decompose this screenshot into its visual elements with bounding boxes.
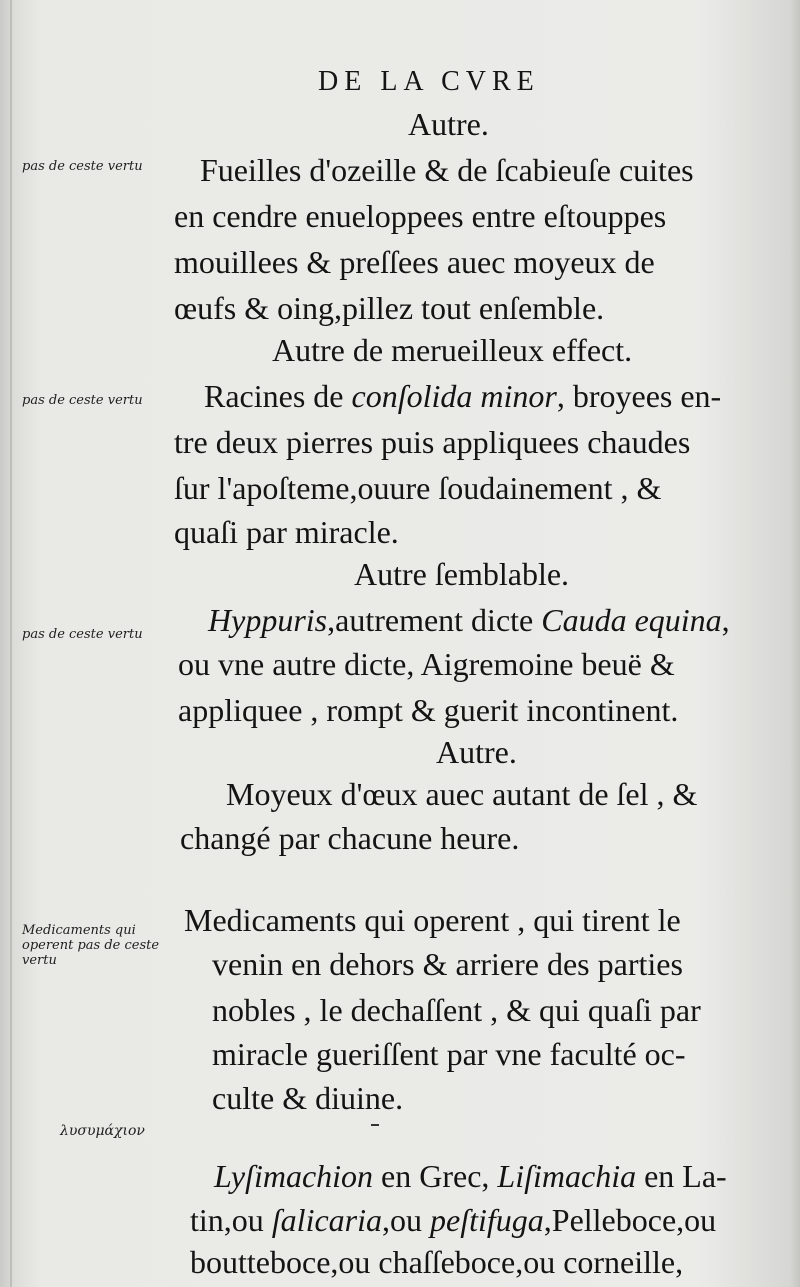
margin-note-3: pas de ceste vertu [22,627,143,642]
text-line-7-c: , broyees en- [556,378,722,414]
margin-note-4a: Medicaments qui [22,923,136,938]
text-line-25: boutteboce,ou chaſſeboce,ou corneille, [190,1244,684,1280]
text-line-12-a: Hyppuris [208,602,328,638]
text-line-13: ou vne autre dicte, Aigremoine beuë & [178,646,675,682]
text-line-21: miracle gueriſſent par vne faculté oc- [212,1036,686,1072]
heading-autre-2: Autre. [436,734,517,770]
text-line-12-b: ,autrement dicte [327,602,542,638]
text-line-10: quaſi par miracle. [174,514,399,550]
text-line-5: œufs & oing,pillez tout enſemble. [174,290,605,326]
text-line-7-b: conſolida minor [351,378,557,414]
text-line-24-a: tin,ou [190,1202,272,1238]
margin-note-1: pas de ceste vertu [22,159,143,174]
text-line-23-a: Lyſimachion [214,1158,374,1194]
text-line-19: venin en dehors & arriere des parties [212,946,683,982]
margin-note-4c: vertu [22,953,57,968]
text-line-2: Fueilles d'ozeille & de ſcabieuſe cuites [200,152,694,188]
text-line-7-a: Racines de [204,378,352,414]
margin-note-greek: λυσυμάχιον [60,1123,145,1139]
text-line-24-d: peſtifuga [430,1202,544,1238]
margin-note-4b: operent pas de ceste [22,938,160,953]
text-line-4: mouillees & preſſees auec moyeux de [174,244,655,280]
text-line-16: Moyeux d'œux auec autant de ſel , & [226,776,698,812]
text-line-22: culte & diuine. [212,1080,404,1116]
text-line-24-c: ,ou [382,1202,430,1238]
text-line-17: changé par chacune heure. [180,820,520,856]
text-line-3: en cendre enueloppees entre eſtouppes [174,198,667,234]
text-line-20: nobles , le dechaſſent , & qui quaſi par [212,992,701,1028]
heading-autre-1: Autre. [408,106,489,142]
heading-autre-semblable: Autre ſemblable. [354,556,570,592]
page-gutter [10,0,12,1287]
text-line-8: tre deux pierres puis appliquees chaudes [174,424,691,460]
text-line-23-c: Liſimachia [497,1158,637,1194]
text-line-12 [208,600,730,640]
text-line-9: ſur l'apoſteme,ouure ſoudainement , & [174,470,662,506]
heading-autre-merveilleux: Autre de merueilleux effect. [272,332,633,368]
text-line-24 [190,1200,716,1240]
text-line-24-e: ,Pelleboce,ou [543,1202,717,1238]
text-line-14: appliquee , rompt & guerit incontinent. [178,692,679,728]
text-line-23-b: en Grec, [373,1158,498,1194]
running-head: DE LA CVRE [318,66,540,97]
margin-note-2: pas de ceste vertu [22,393,143,408]
text-line-12-c: Cauda equina [541,602,722,638]
text-line-23 [214,1156,727,1196]
text-line-18: Medicaments qui operent , qui tirent le [184,902,681,938]
text-line-24-b: ſalicaria [271,1202,382,1238]
text-line-23-d: en La- [636,1158,727,1194]
text-line-7 [204,376,721,416]
separator-dash [371,1124,379,1126]
text-line-12-d: , [721,602,730,638]
